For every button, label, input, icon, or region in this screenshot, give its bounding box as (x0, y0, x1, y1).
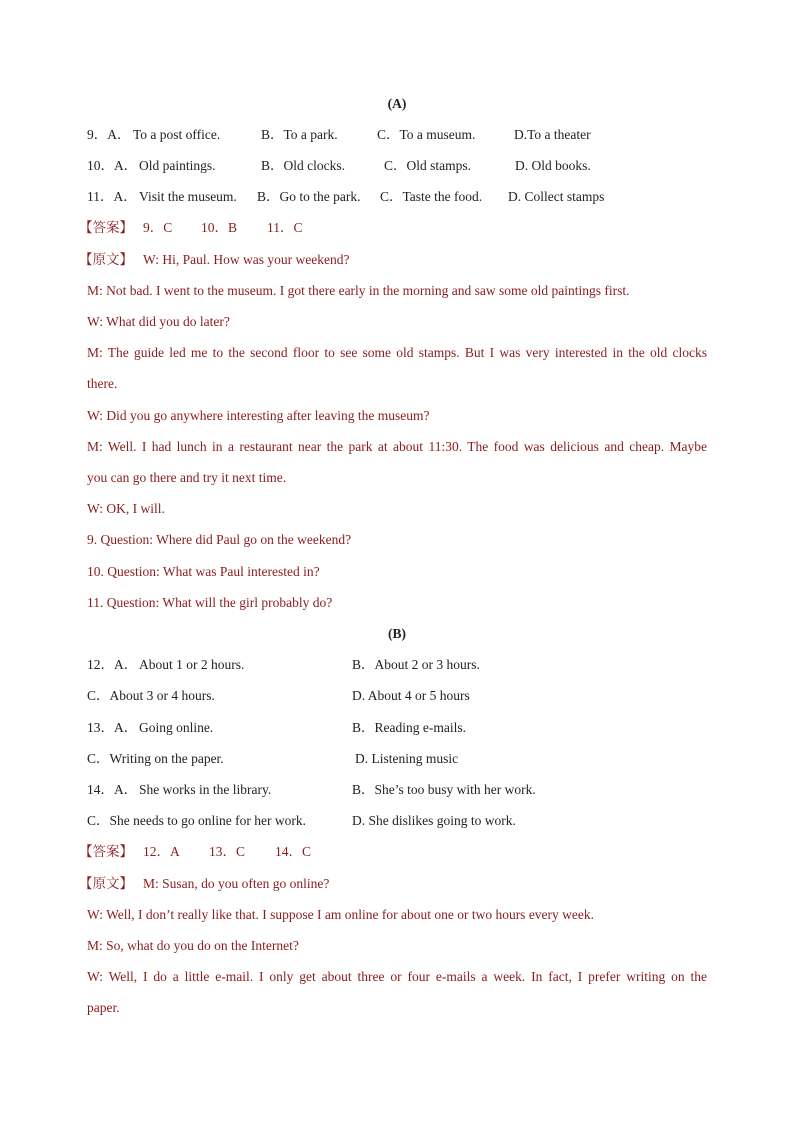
q9-number: 9．A． (87, 127, 131, 142)
transcript-line: M: Not bad. I went to the museum. I got there early in the morning and saw some old paintings first. (87, 283, 630, 298)
transcript-line: W: Well, I don’t really like that. I suppose I am online for about one or two hours every week. (87, 907, 595, 922)
q13-option-b: B．Reading e-mails. (352, 720, 466, 735)
q11-option-d: D. Collect stamps (508, 189, 605, 204)
answer-10: 10．B (201, 220, 238, 235)
transcript-tag: 【原文】 (79, 876, 133, 891)
answer-12: 12．A (143, 844, 180, 859)
transcript-line: paper. (87, 1000, 120, 1015)
q9-option-b: B．To a park. (261, 127, 338, 142)
q13-number: 13．A． (87, 720, 138, 735)
q14-option-d: D. She dislikes going to work. (352, 813, 516, 828)
answer-14: 14．C (275, 844, 312, 859)
transcript-line: you can go there and try it next time. (87, 470, 287, 485)
answer-tag: 【答案】 (79, 220, 133, 235)
answer-9: 9．C (143, 220, 173, 235)
question-text-11: 11. Question: What will the girl probably do? (87, 595, 333, 610)
q14-option-a: She works in the library. (139, 782, 272, 797)
q14-option-c: C．She needs to go online for her work. (87, 813, 306, 828)
q12-option-c: C．About 3 or 4 hours. (87, 688, 215, 703)
q9-option-a: To a post office. (133, 127, 221, 142)
q11-option-a: Visit the museum. (139, 189, 237, 204)
q12-option-d: D. About 4 or 5 hours (352, 688, 470, 703)
q13-option-c: C．Writing on the paper. (87, 751, 224, 766)
transcript-line: W: What did you do later? (87, 314, 230, 329)
transcript-tag: 【原文】 (79, 252, 133, 267)
q9-option-d: D.To a theater (514, 127, 591, 142)
q11-option-c: C．Taste the food. (380, 189, 483, 204)
q14-number: 14．A． (87, 782, 138, 797)
q13-option-a: Going online. (139, 720, 214, 735)
section-a-heading: (A) (387, 96, 407, 111)
transcript-text: W: Hi, Paul. How was your weekend? (143, 252, 350, 267)
q10-option-b: B．Old clocks. (261, 158, 345, 173)
question-text-9: 9. Question: Where did Paul go on the weekend? (87, 532, 352, 547)
transcript-line: W: OK, I will. (87, 501, 165, 516)
q10-option-a: Old paintings. (139, 158, 216, 173)
transcript-line: M: The guide led me to the second floor to see some old stamps. But I was very interested in the old clocks (87, 345, 707, 360)
q13-option-d: D. Listening music (355, 751, 459, 766)
q10-option-c: C．Old stamps. (384, 158, 472, 173)
answer-13: 13．C (209, 844, 246, 859)
answer-tag: 【答案】 (79, 844, 133, 859)
q10-number: 10．A． (87, 158, 138, 173)
q12-number: 12．A． (87, 657, 138, 672)
transcript-line: W: Did you go anywhere interesting after leaving the museum? (87, 408, 430, 423)
q12-option-b: B．About 2 or 3 hours. (352, 657, 480, 672)
transcript-line: M: Well. I had lunch in a restaurant near the park at about 11:30. The food was delicious and cheap. Maybe (87, 439, 707, 454)
q14-option-b: B．She’s too busy with her work. (352, 782, 536, 797)
transcript-line: W: Well, I do a little e-mail. I only get about three or four e-mails a week. In fact, I prefer writing on the (87, 969, 707, 984)
q12-option-a: About 1 or 2 hours. (139, 657, 245, 672)
q11-number: 11．A． (87, 189, 137, 204)
q11-option-b: B．Go to the park. (257, 189, 361, 204)
transcript-line: there. (87, 376, 118, 391)
q10-option-d: D. Old books. (515, 158, 591, 173)
transcript-text: M: Susan, do you often go online? (143, 876, 330, 891)
q9-option-c: C．To a museum. (377, 127, 476, 142)
answer-11: 11．C (267, 220, 303, 235)
section-b-heading: (B) (388, 626, 406, 641)
transcript-line: M: So, what do you do on the Internet? (87, 938, 299, 953)
question-text-10: 10. Question: What was Paul interested in? (87, 564, 320, 579)
